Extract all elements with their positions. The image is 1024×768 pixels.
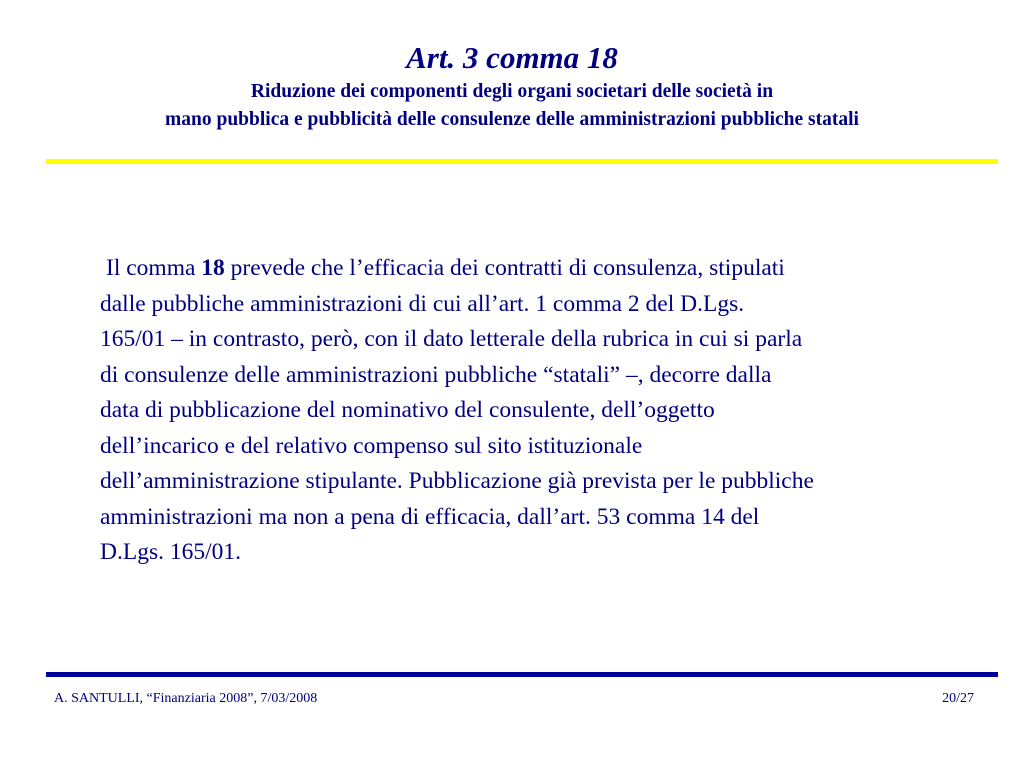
body-line-3: 165/01 – in contrasto, però, con il dato letterale della rubrica in cui si parla xyxy=(100,326,803,352)
body-line-4: di consulenze delle amministrazioni pubbliche “statali” –, decorre dalla xyxy=(100,361,772,388)
footer-author: A. SANTULLI, “Finanziaria 2008”, 7/03/2008 xyxy=(54,691,318,706)
body-paragraph xyxy=(100,251,980,571)
body-line-5: data di pubblicazione del nominativo del consulente, dell’oggetto xyxy=(100,397,715,423)
body-line-1-suffix: prevede che l’efficacia dei contratti di consulenza, stipulati xyxy=(224,255,785,281)
subtitle-line-1: Riduzione dei componenti degli organi societari delle società in xyxy=(250,81,774,102)
body-line-1 xyxy=(100,251,980,287)
body-line-7: dell’amministrazione stipulante. Pubblicazione già prevista per le pubbliche xyxy=(100,468,814,494)
bottom-divider xyxy=(46,672,998,677)
body-line-6: dell’incarico e del relativo compenso sul sito istituzionale xyxy=(100,432,643,459)
slide-subtitle xyxy=(0,78,1024,134)
subtitle-line-2: mano pubblica e pubblicità delle consulenze delle amministrazioni pubbliche statali xyxy=(165,109,859,130)
body-line-2: dalle pubbliche amministrazioni di cui all’art. 1 comma 2 del D.Lgs. xyxy=(100,290,745,317)
top-divider xyxy=(46,159,998,164)
comma-number: 18 xyxy=(201,255,225,281)
slide-title: Art. 3 comma 18 xyxy=(406,40,618,75)
page-number: 20/27 xyxy=(942,691,974,706)
body-line-9: D.Lgs. 165/01. xyxy=(100,539,241,565)
body-line-1-prefix: Il comma xyxy=(106,255,202,281)
body-line-8: amministrazioni ma non a pena di efficacia, dall’art. 53 comma 14 del xyxy=(100,503,760,530)
